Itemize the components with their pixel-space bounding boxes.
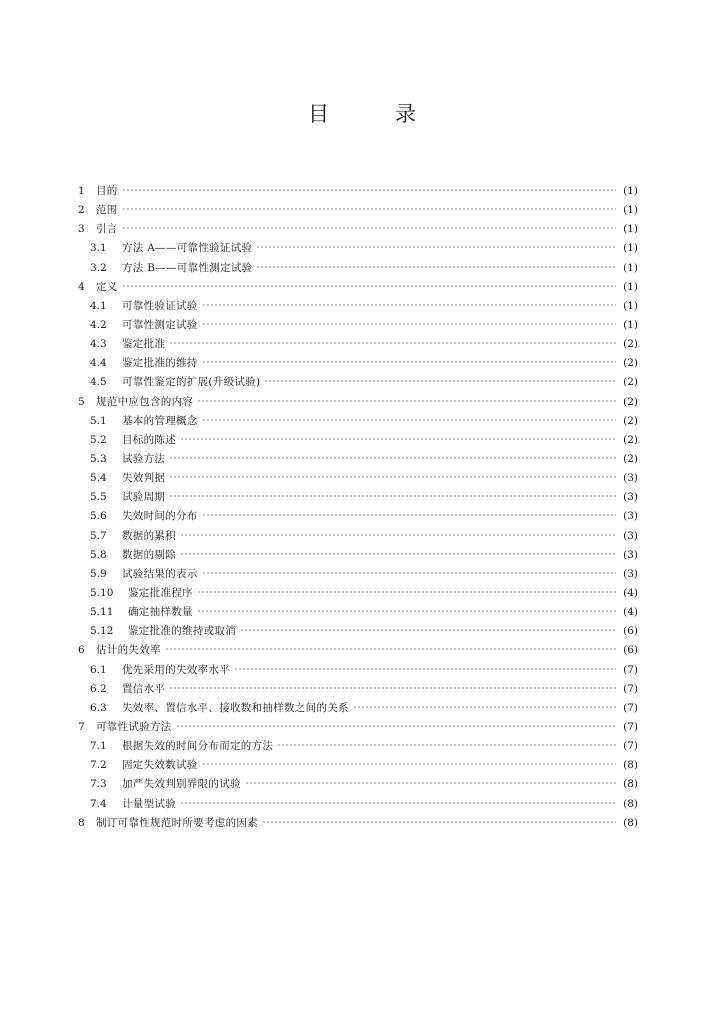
toc-entry — [78, 603, 638, 622]
toc-entry-number: 4.3 — [90, 338, 107, 351]
toc-entry-number: 6.3 — [90, 701, 107, 714]
toc-entry-number: 1 — [78, 185, 85, 197]
toc-entry-page: (1) — [623, 242, 638, 255]
toc-entry-number: 5.1 — [90, 414, 107, 427]
toc-entry-page: (3) — [623, 567, 638, 580]
toc-entry — [78, 373, 638, 392]
toc-dot-leader — [122, 285, 616, 287]
toc-entry-page: (8) — [623, 816, 638, 829]
toc-dot-leader — [180, 438, 616, 440]
toc-entry — [78, 316, 638, 335]
toc-dot-leader — [180, 553, 616, 555]
toc-entry-number: 7 — [78, 720, 85, 733]
toc-entry-label: 可靠性鉴定的扩展(升级试验) — [122, 376, 261, 389]
toc-dot-leader — [262, 821, 616, 823]
toc-entry-label: 鉴定批准的维持或取消 — [128, 625, 236, 638]
toc-entry-label: 数据的累积 — [122, 529, 176, 542]
toc-entry-label: 失效时间的分布 — [122, 510, 198, 523]
toc-dot-leader — [202, 763, 616, 765]
toc-entry-page: (2) — [623, 376, 638, 389]
toc-entry-page: (3) — [623, 491, 638, 504]
toc-dot-leader — [245, 782, 616, 784]
toc-entry — [78, 756, 638, 775]
toc-dot-leader — [169, 687, 616, 689]
toc-entry — [78, 201, 638, 220]
toc-entry-number: 3.1 — [90, 242, 107, 255]
toc-entry — [78, 814, 638, 833]
toc-entry-page: (8) — [623, 797, 638, 810]
toc-entry-label: 制订可靠性规范时所要考虑的因素 — [96, 816, 258, 829]
toc-entry-number: 7.2 — [90, 759, 107, 772]
toc-entry — [78, 699, 638, 718]
toc-entry — [78, 239, 638, 258]
toc-entry-number: 7.3 — [90, 778, 107, 791]
toc-dot-leader — [165, 648, 616, 650]
toc-entry-number: 5.8 — [90, 548, 107, 561]
toc-entry — [78, 661, 638, 680]
toc-entry-number: 7.4 — [90, 797, 107, 810]
toc-entry-number: 5.9 — [90, 567, 107, 580]
toc-entry-label: 定义 — [96, 280, 118, 293]
toc-entry-page: (3) — [623, 529, 638, 542]
toc-entry — [78, 737, 638, 756]
toc-entry-label: 鉴定批准 — [122, 338, 166, 351]
toc-entry-number: 4.4 — [90, 357, 107, 370]
toc-entry-number: 4.1 — [90, 299, 107, 312]
toc-entry — [78, 488, 638, 507]
toc-entry-page: (1) — [623, 223, 638, 236]
toc-dot-leader — [277, 744, 616, 746]
toc-entry-page: (2) — [623, 452, 638, 465]
toc-entry-label: 优先采用的失效率水平 — [122, 663, 230, 676]
toc-entry-page: (1) — [623, 299, 638, 312]
toc-dot-leader — [197, 591, 616, 593]
toc-dot-leader — [353, 706, 616, 708]
toc-entry — [78, 527, 638, 546]
toc-entry-number: 3.2 — [90, 261, 107, 274]
toc-entry-number: 5.7 — [90, 529, 107, 542]
toc-entry-page: (1) — [623, 185, 638, 197]
toc-entry — [78, 546, 638, 565]
toc-entry-number: 5.2 — [90, 433, 107, 446]
toc-entry — [78, 431, 638, 450]
toc-dot-leader — [169, 495, 616, 497]
toc-entry-number: 4.2 — [90, 318, 107, 331]
toc-entry — [78, 393, 638, 412]
toc-entry-label: 计量型试验 — [122, 797, 176, 810]
toc-entry-label: 置信水平 — [122, 682, 166, 695]
toc-entry-number: 6.2 — [90, 682, 107, 695]
toc-dot-leader — [202, 304, 616, 306]
title-char-2: 录 — [395, 102, 416, 126]
toc-entry-label: 规范中应包含的内容 — [96, 395, 194, 408]
toc-entry-label: 可靠性试验方法 — [96, 720, 172, 733]
toc-entry-label: 根据失效的时间分布而定的方法 — [122, 740, 274, 753]
toc-entry-page: (7) — [623, 663, 638, 676]
toc-entry-page: (2) — [623, 357, 638, 370]
toc-entry — [78, 680, 638, 699]
toc-dot-leader — [202, 514, 616, 516]
toc-entry — [78, 795, 638, 814]
toc-entry-number: 5.4 — [90, 472, 107, 485]
toc-entry-page: (7) — [623, 740, 638, 753]
toc-entry-label: 试验周期 — [122, 491, 166, 504]
toc-entry — [78, 622, 638, 641]
toc-entry-label: 失效率、置信水平、接收数和抽样数之间的关系 — [122, 701, 349, 714]
toc-entry-number: 5.11 — [90, 606, 114, 619]
toc-entry — [78, 641, 638, 660]
toc-entry-page: (3) — [623, 548, 638, 561]
toc-entry — [78, 220, 638, 239]
toc-entry-number: 5.12 — [90, 625, 114, 638]
toc-entry-page: (6) — [623, 625, 638, 638]
toc-entry-page: (7) — [623, 720, 638, 733]
toc-dot-leader — [122, 227, 616, 229]
toc-entry-number: 7.1 — [90, 740, 107, 753]
toc-entry — [78, 469, 638, 488]
toc-dot-leader — [122, 189, 616, 191]
toc-entry-number: 8 — [78, 816, 85, 829]
title-char-1: 目 — [308, 102, 329, 126]
toc-entry-number: 6.1 — [90, 663, 107, 676]
toc-entry — [78, 412, 638, 431]
toc-dot-leader — [180, 534, 616, 536]
toc-dot-leader — [202, 419, 616, 421]
toc-entry-label: 鉴定批准程序 — [128, 586, 193, 599]
toc-entry — [78, 775, 638, 794]
toc-entry-page: (1) — [623, 261, 638, 274]
toc-entry-page: (2) — [623, 338, 638, 351]
toc-entry — [78, 278, 638, 297]
toc-entry-number: 5.10 — [90, 586, 114, 599]
toc-entry-label: 固定失效数试验 — [122, 759, 198, 772]
toc-entry-number: 3 — [78, 223, 85, 236]
toc-entry-number: 2 — [78, 204, 85, 217]
toc-entry-page: (1) — [623, 280, 638, 293]
toc-entry-page: (7) — [623, 701, 638, 714]
toc-entry-label: 目标的陈述 — [122, 433, 176, 446]
page-title — [0, 98, 724, 128]
toc-entry-page: (7) — [623, 682, 638, 695]
toc-dot-leader — [169, 342, 616, 344]
toc-entry-label: 试验结果的表示 — [122, 567, 198, 580]
toc-entry — [78, 182, 638, 201]
toc-entry — [78, 584, 638, 603]
toc-entry-number: 5.5 — [90, 491, 107, 504]
toc-dot-leader — [202, 323, 616, 325]
toc-entry-label: 试验方法 — [122, 452, 166, 465]
toc-entry-page: (1) — [623, 204, 638, 217]
toc-dot-leader — [169, 457, 616, 459]
toc-entry-page: (4) — [623, 606, 638, 619]
toc-entry — [78, 450, 638, 469]
toc-entry-label: 可靠性验证试验 — [122, 299, 198, 312]
toc-entry-label: 估计的失效率 — [96, 644, 161, 657]
toc-entry-label: 鉴定批准的维持 — [122, 357, 198, 370]
toc-entry — [78, 259, 638, 278]
toc-entry-page: (6) — [623, 644, 638, 657]
toc-entry — [78, 565, 638, 584]
table-of-contents — [78, 182, 638, 833]
toc-entry-page: (8) — [623, 778, 638, 791]
toc-entry-label: 引言 — [96, 223, 118, 236]
toc-entry-number: 6 — [78, 644, 85, 657]
toc-dot-leader — [180, 802, 616, 804]
toc-dot-leader — [202, 572, 616, 574]
toc-dot-leader — [234, 668, 616, 670]
toc-entry-page: (1) — [623, 318, 638, 331]
toc-entry-label: 范围 — [96, 204, 118, 217]
toc-dot-leader — [122, 208, 616, 210]
toc-entry-label: 确定抽样数量 — [128, 606, 193, 619]
toc-entry — [78, 718, 638, 737]
toc-entry-label: 目的 — [96, 185, 118, 197]
toc-entry-label: 数据的剔除 — [122, 548, 176, 561]
toc-entry-number: 5 — [78, 395, 85, 408]
toc-dot-leader — [197, 400, 616, 402]
toc-entry — [78, 507, 638, 526]
toc-entry — [78, 354, 638, 373]
toc-entry-page: (2) — [623, 414, 638, 427]
toc-entry-label: 可靠性测定试验 — [122, 318, 198, 331]
toc-dot-leader — [240, 629, 616, 631]
toc-dot-leader — [202, 361, 616, 363]
toc-entry-page: (3) — [623, 510, 638, 523]
toc-entry-number: 4.5 — [90, 376, 107, 389]
toc-entry-page: (8) — [623, 759, 638, 772]
toc-entry-label: 基本的管理概念 — [122, 414, 198, 427]
toc-entry-number: 5.6 — [90, 510, 107, 523]
toc-entry — [78, 297, 638, 316]
toc-entry-page: (4) — [623, 586, 638, 599]
toc-entry-number: 4 — [78, 280, 85, 293]
toc-dot-leader — [176, 725, 616, 727]
toc-entry-label: 方法 B——可靠性测定试验 — [122, 261, 253, 274]
toc-entry-number: 5.3 — [90, 452, 107, 465]
toc-entry-page: (3) — [623, 472, 638, 485]
toc-dot-leader — [264, 380, 616, 382]
toc-entry-page: (2) — [623, 433, 638, 446]
toc-entry — [78, 335, 638, 354]
toc-dot-leader — [256, 266, 616, 268]
toc-dot-leader — [256, 246, 616, 248]
toc-dot-leader — [197, 610, 616, 612]
toc-entry-label: 方法 A——可靠性验证试验 — [122, 242, 253, 255]
toc-dot-leader — [169, 476, 616, 478]
toc-entry-page: (2) — [623, 395, 638, 408]
toc-entry-label: 加严失效判别界限的试验 — [122, 778, 241, 791]
toc-entry-label: 失效判据 — [122, 472, 166, 485]
